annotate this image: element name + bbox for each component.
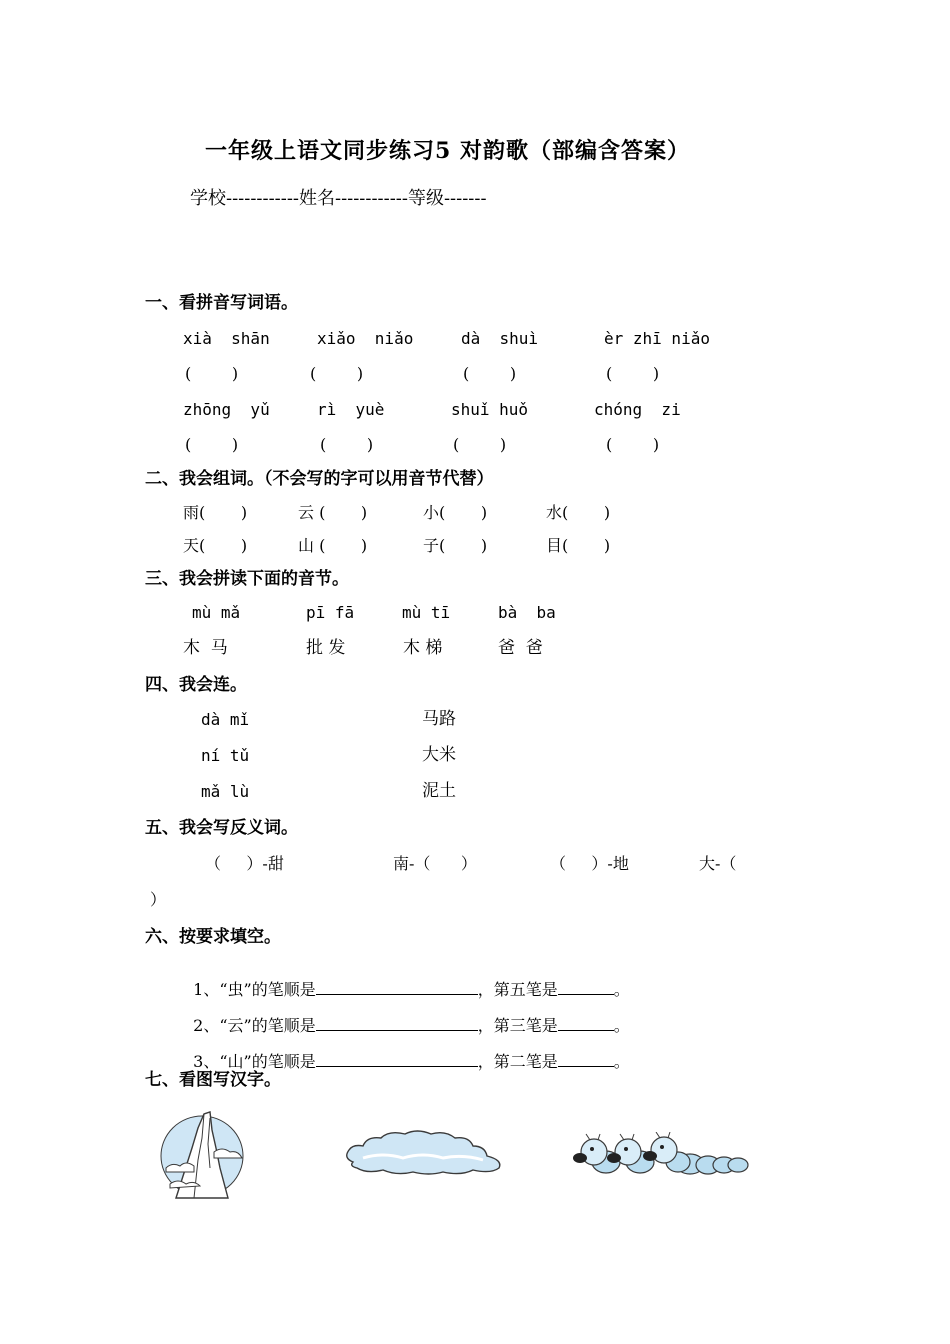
syllable-hanzi: 爸 爸: [498, 638, 543, 658]
info-line: 学校------------姓名------------等级-------: [190, 188, 487, 209]
stroke-mid: ，第二笔是: [477, 1052, 558, 1071]
match-left[interactable]: dà mǐ: [201, 710, 250, 729]
stroke-prefix: 1、“虫”的笔顺是: [193, 980, 316, 999]
answer-blank[interactable]: [316, 1016, 478, 1031]
match-right[interactable]: 泥土: [422, 781, 456, 801]
stroke-end: 。: [613, 1016, 630, 1035]
answer-blank[interactable]: ( ): [606, 435, 660, 454]
word-item[interactable]: 山 ( ): [298, 536, 368, 555]
word-item[interactable]: 目( ): [546, 536, 611, 555]
match-left[interactable]: ní tǔ: [201, 746, 250, 765]
word-item[interactable]: 云 ( ): [298, 503, 368, 522]
word-item[interactable]: 小( ): [423, 503, 488, 522]
answer-blank[interactable]: ( ): [463, 364, 517, 383]
pinyin-2: xiǎo niǎo: [317, 329, 414, 348]
page-title: 一年级上语文同步练习5 对韵歌（部编含答案）: [205, 138, 690, 164]
mountain-icon: [158, 1108, 248, 1200]
section-4-heading: 四、我会连。: [145, 675, 247, 695]
answer-blank[interactable]: ( ): [320, 435, 374, 454]
word-item[interactable]: 子( ): [423, 536, 488, 555]
stroke-mid: ，第五笔是: [477, 980, 558, 999]
section-3-heading: 三、我会拼读下面的音节。: [145, 569, 349, 589]
pinyin-6: rì yuè: [317, 400, 385, 419]
stroke-prefix: 2、“云”的笔顺是: [193, 1016, 316, 1035]
cloud-icon: [343, 1128, 505, 1176]
match-right[interactable]: 马路: [422, 709, 456, 729]
answer-blank[interactable]: [558, 1016, 614, 1031]
pinyin-3: dà shuì: [461, 329, 539, 348]
antonym-item[interactable]: （ ）-甜: [205, 854, 284, 873]
pinyin-5: zhōng yǔ: [183, 400, 270, 419]
pinyin-8: chóng zi: [594, 400, 681, 419]
syllable-pinyin: mù mǎ: [192, 603, 241, 622]
stroke-line-3: [183, 1036, 630, 1070]
match-left[interactable]: mǎ lù: [201, 782, 250, 801]
answer-blank[interactable]: ( ): [185, 435, 239, 454]
pinyin-7: shuǐ huǒ: [451, 400, 529, 419]
answer-blank[interactable]: [558, 980, 614, 995]
syllable-hanzi: 批 发: [306, 638, 346, 658]
section-5-heading: 五、我会写反义词。: [145, 818, 298, 838]
antonym-wrap: ）: [150, 890, 167, 909]
answer-blank[interactable]: [316, 1052, 478, 1067]
answer-blank[interactable]: ( ): [606, 364, 660, 383]
stroke-line-1: [183, 964, 630, 998]
stroke-line-2: [183, 1000, 630, 1034]
syllable-pinyin: pī fā: [306, 603, 355, 622]
worm-icon: [570, 1132, 752, 1180]
antonym-item[interactable]: （ ）-地: [550, 854, 629, 873]
syllable-pinyin: bà ba: [498, 603, 556, 622]
syllable-hanzi: 木 马: [183, 638, 228, 658]
pinyin-4: èr zhī niǎo: [604, 329, 710, 348]
stroke-prefix: 3、“山”的笔顺是: [193, 1052, 316, 1071]
answer-blank[interactable]: [558, 1052, 614, 1067]
pinyin-1: xià shān: [183, 329, 270, 348]
syllable-hanzi: 木 梯: [403, 638, 443, 658]
match-right[interactable]: 大米: [422, 745, 456, 765]
antonym-item[interactable]: 南-（ ）: [393, 854, 477, 873]
stroke-mid: ，第三笔是: [477, 1016, 558, 1035]
word-item[interactable]: 雨( ): [183, 503, 248, 522]
stroke-end: 。: [613, 980, 630, 999]
section-1-heading: 一、看拼音写词语。: [145, 293, 298, 313]
word-item[interactable]: 水( ): [546, 503, 611, 522]
answer-blank[interactable]: [316, 980, 478, 995]
answer-blank[interactable]: ( ): [185, 364, 239, 383]
section-2-heading: 二、我会组词。（不会写的字可以用音节代替）: [145, 469, 494, 489]
antonym-item[interactable]: 大-（: [699, 854, 737, 873]
answer-blank[interactable]: ( ): [310, 364, 364, 383]
syllable-pinyin: mù tī: [402, 603, 451, 622]
answer-blank[interactable]: ( ): [453, 435, 507, 454]
section-6-heading: 六、按要求填空。: [145, 927, 281, 947]
section-7-heading: 七、看图写汉字。: [145, 1070, 281, 1090]
stroke-end: 。: [613, 1052, 630, 1071]
word-item[interactable]: 天( ): [183, 536, 248, 555]
